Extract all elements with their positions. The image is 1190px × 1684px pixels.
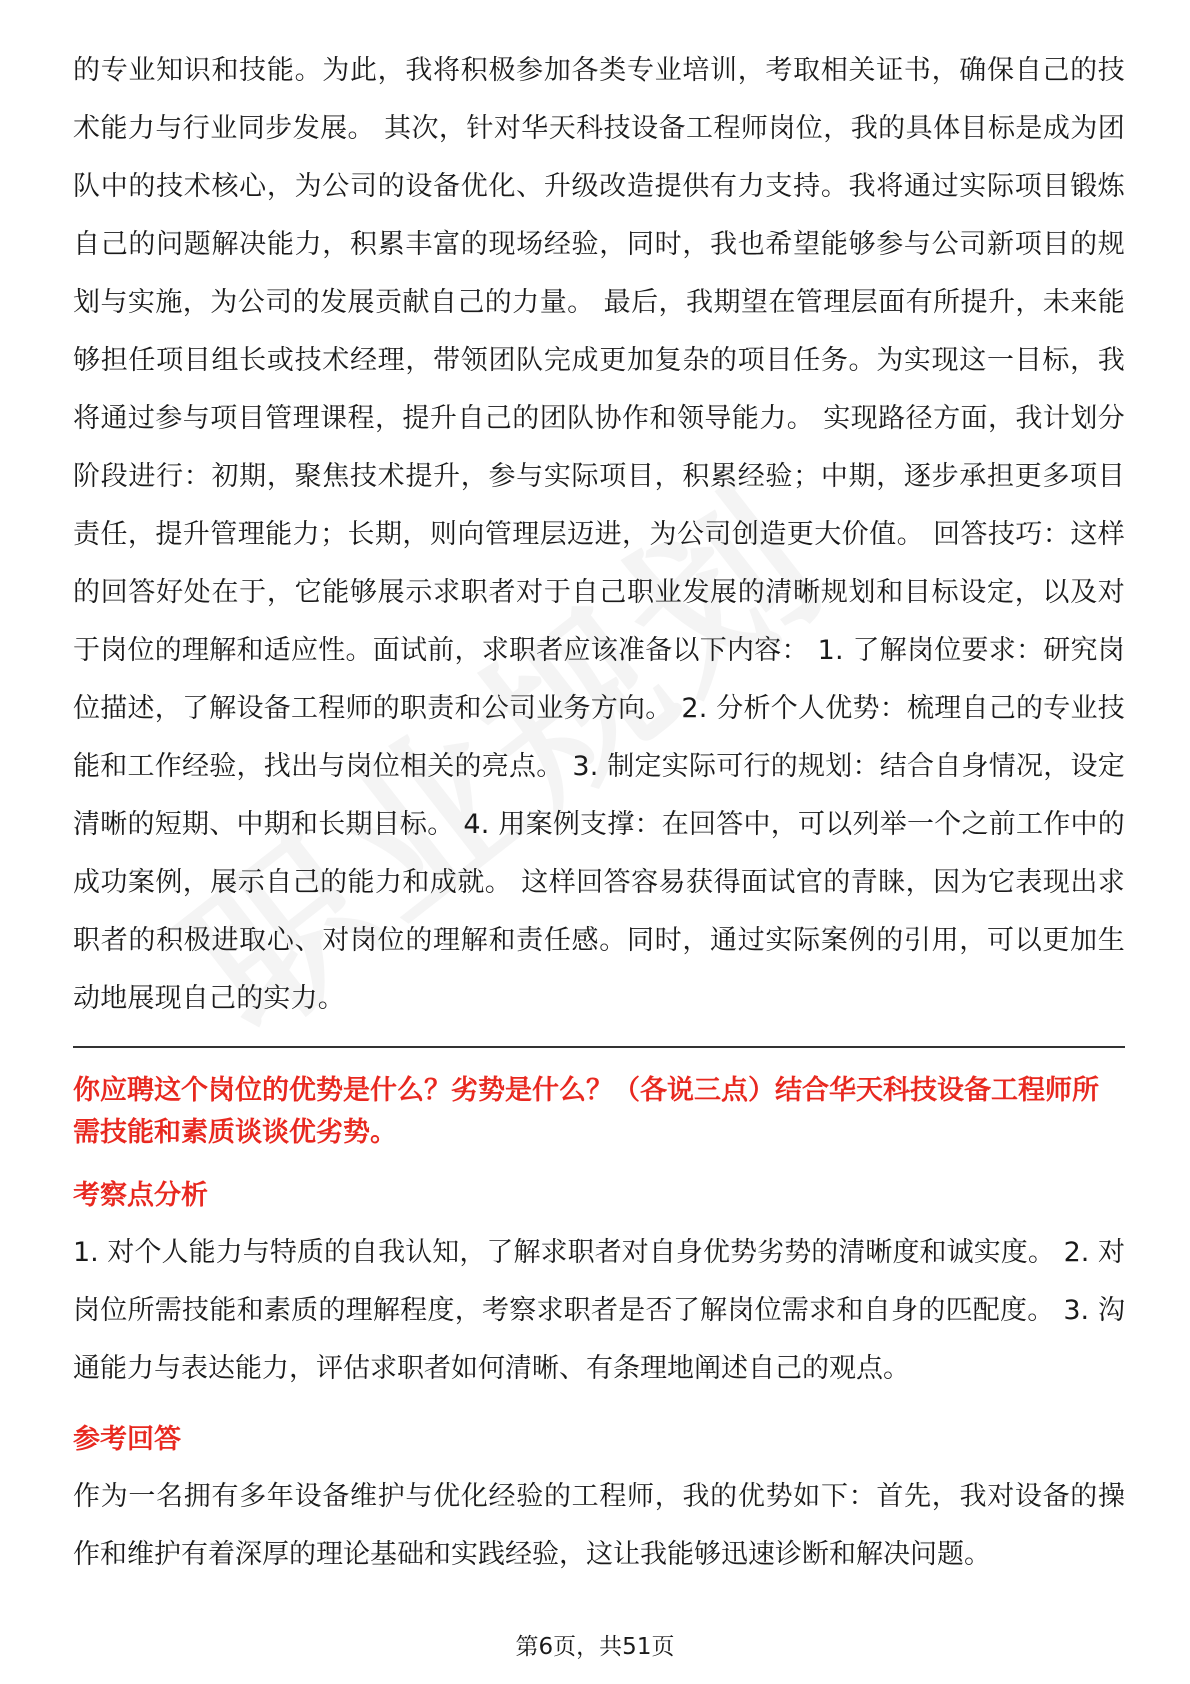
analysis-text: 1. 对个人能力与特质的自我认知，了解求职者对自身优势劣势的清晰度和诚实度。 2. 对岗位所需技能和素质的理解程度，考察求职者是否了解岗位需求和自身的匹配度。 3. 沟通能力与表达能力，评估求职者如何清晰、有条理地阐述自己的观点。 — [73, 1237, 1125, 1384]
body-paragraph: 的专业知识和技能。为此，我将积极参加各类专业培训，考取相关证书，确保自己的技术能力与行业同步发展。 其次，针对华天科技设备工程师岗位，我的具体目标是成为团队中的技术核心，为公司的设备优化、升级改造提供有力支持。我将通过实际项目锻炼自己的问题解决能力，积累丰富的现场经验，同时，我也希望能够参与公司新项目的规划与实施，为公司的发展贡献自己的力量。 最后，我期望在管理层面有所提升，未来能够担任项目组长或技术经理，带领团队完成更加复杂的项目任务。为实现这一目标，我将通过参与项目管理课程，提升自己的团队协作和领导能力。 实现路径方面，我计划分阶段进行：初期，聚焦技术提升，参与实际项目，积累经验；中期，逐步承担更多项目责任，提升管理能力；长期，则向管理层迈进，为公司创造更大价值。 回答技巧：这样的回答好处在于，它能够展示求职者对于自己职业发展的清晰规划和目标设定，以及对于岗位的理解和适应性。面试前，求职者应该准备以下内容： 1. 了解岗位要求：研究岗位描述，了解设备工程师的职责和公司业务方向。 2. 分析个人优势：梳理自己的专业技能和工作经验，找出与岗位相关的亮点。 3. 制定实际可行的规划：结合自身情况，设定清晰的短期、中期和长期目标。 4. 用案例支撑：在回答中，可以列举一个之前工作中的成功案例，展示自己的能力和成就。 这样回答容易获得面试官的青睐，因为它表现出求职者的积极进取心、对岗位的理解和责任感。同时，通过实际案例的引用，可以更加生动地展现自己的实力。 — [73, 55, 1125, 1014]
page-content — [73, 42, 1125, 1584]
question-heading: 你应聘这个岗位的优势是什么？劣势是什么？（各说三点）结合华天科技设备工程师所需技能和素质谈谈优劣势。 — [73, 1075, 1099, 1148]
page-footer: 第6页，共51页 — [515, 1634, 675, 1660]
reference-title: 参考回答 — [73, 1424, 181, 1455]
analysis-title: 考察点分析 — [73, 1180, 208, 1211]
section-divider — [73, 1046, 1125, 1048]
reference-text: 作为一名拥有多年设备维护与优化经验的工程师，我的优势如下：首先，我对设备的操作和维护有着深厚的理论基础和实践经验，这让我能够迅速诊断和解决问题。 — [73, 1481, 1125, 1570]
